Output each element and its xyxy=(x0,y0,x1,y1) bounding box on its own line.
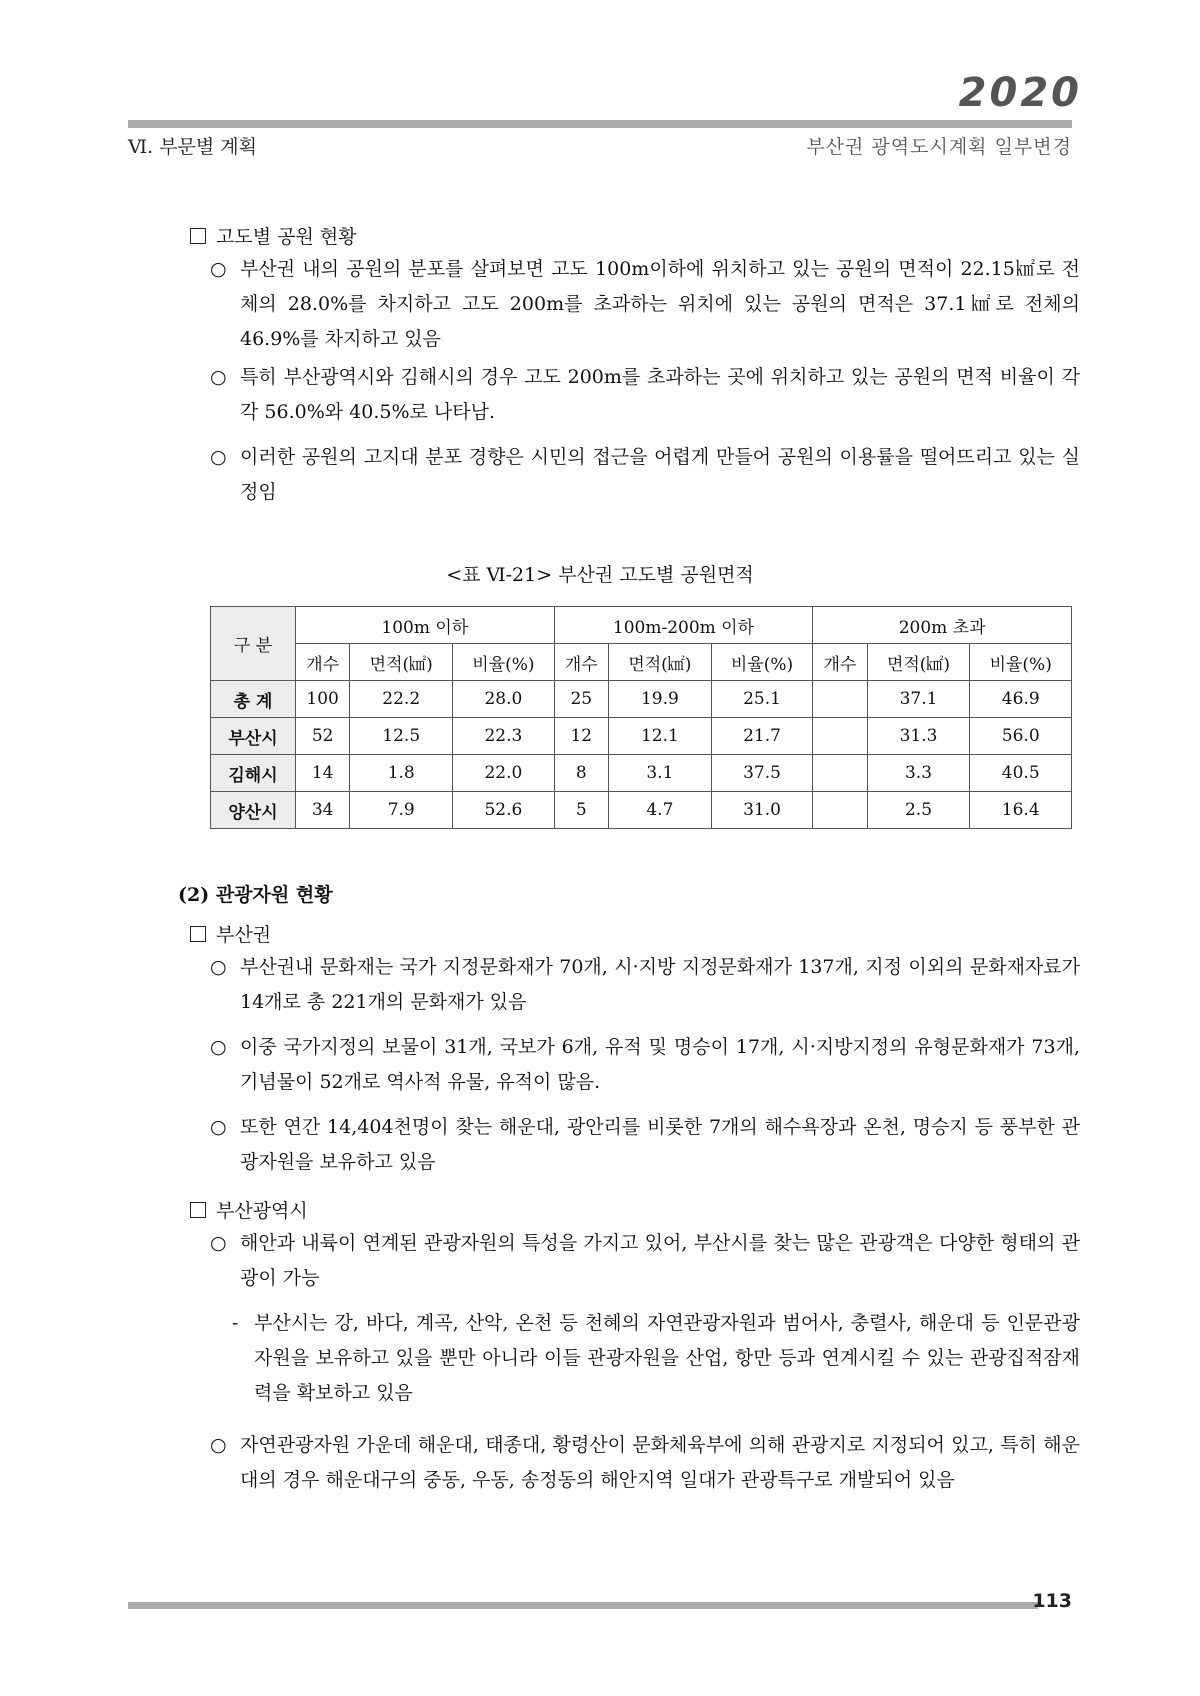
bullet-circle-icon: ○ xyxy=(210,1232,227,1254)
table-cell: 12.5 xyxy=(350,718,453,755)
bullet-circle-icon: ○ xyxy=(210,956,227,978)
plan-title: 부산권 광역도시계획 일부변경 xyxy=(806,136,1072,158)
table-cell: 28.0 xyxy=(453,681,554,718)
table-cell: 34 xyxy=(296,792,350,829)
table-cell: 3.3 xyxy=(867,755,970,792)
table-cell: 3.1 xyxy=(608,755,711,792)
table-row xyxy=(211,718,1072,755)
checkbox-square-icon xyxy=(190,228,206,244)
list-item xyxy=(232,1306,1080,1411)
column-header: 면적(㎢) xyxy=(350,644,453,681)
table-row xyxy=(211,792,1072,829)
dash-text: 부산시는 강, 바다, 계곡, 산악, 온천 등 천혜의 자연관광자원과 범어사, 충렬사, 해운대 등 인문관광자원을 보유하고 있을 뿐만 아니라 이들 관광자원을 산업, 항만 등과 연계시킬 수 있는 관광집적잠재력을 확보하고 있음 xyxy=(254,1312,1080,1404)
page-number: 113 xyxy=(1032,1590,1072,1612)
bullet-circle-icon: ○ xyxy=(210,1434,227,1456)
row-header: 김해시 xyxy=(211,755,296,792)
header-rule xyxy=(128,120,1072,128)
table-cell: 31.3 xyxy=(867,718,970,755)
busan-region-heading-label: 부산권 xyxy=(216,924,272,946)
list-item xyxy=(210,1030,1080,1100)
table-cell: 14 xyxy=(296,755,350,792)
table-corner-header: 구 분 xyxy=(211,607,296,681)
table-cell: 19.9 xyxy=(608,681,711,718)
bullet-circle-icon: ○ xyxy=(210,446,227,468)
table-cell: 7.9 xyxy=(350,792,453,829)
table-cell: 22.2 xyxy=(350,681,453,718)
table-cell: 22.3 xyxy=(453,718,554,755)
table-cell xyxy=(813,792,867,829)
altitude-heading-label: 고도별 공원 현황 xyxy=(216,226,357,248)
table-cell: 52 xyxy=(296,718,350,755)
table-cell: 22.0 xyxy=(453,755,554,792)
column-header: 개수 xyxy=(296,644,350,681)
column-header: 비율(%) xyxy=(970,644,1072,681)
table-cell: 37.5 xyxy=(711,755,812,792)
table-cell: 52.6 xyxy=(453,792,554,829)
busan-city-heading-label: 부산광역시 xyxy=(216,1200,308,1222)
column-header: 비율(%) xyxy=(711,644,812,681)
table-cell xyxy=(813,718,867,755)
table-cell: 40.5 xyxy=(970,755,1072,792)
bullet-circle-icon: ○ xyxy=(210,1116,227,1138)
table-cell: 8 xyxy=(554,755,608,792)
column-header: 면적(㎢) xyxy=(608,644,711,681)
list-item xyxy=(210,950,1080,1020)
bullet-text: 부산권 내의 공원의 분포를 살펴보면 고도 100m이하에 위치하고 있는 공원의 면적이 22.15㎢로 전체의 28.0%를 차지하고 고도 200m를 초과하는 위치에 있는 공원의 면적은 37.1㎢로 전체의 46.9%를 차지하고 있음 xyxy=(240,258,1080,350)
column-header: 개수 xyxy=(813,644,867,681)
year-label: 2020 xyxy=(958,70,1082,116)
row-header: 부산시 xyxy=(211,718,296,755)
table-cell: 2.5 xyxy=(867,792,970,829)
row-header: 총 계 xyxy=(211,681,296,718)
dash-icon: - xyxy=(232,1312,239,1334)
tourism-section-heading: (2) 관광자원 현황 xyxy=(178,884,333,906)
table-subheader-row xyxy=(211,644,1072,681)
list-item xyxy=(210,1226,1080,1296)
table-header-row xyxy=(211,607,1072,644)
bullet-text: 해안과 내륙이 연계된 관광자원의 특성을 가지고 있어, 부산시를 찾는 많은 관광객은 다양한 형태의 관광이 가능 xyxy=(240,1232,1080,1289)
bullet-text: 특히 부산광역시와 김해시의 경우 고도 200m를 초과하는 곳에 위치하고 있는 공원의 면적 비율이 각각 56.0%와 40.5%로 나타남. xyxy=(240,366,1080,423)
table-cell: 37.1 xyxy=(867,681,970,718)
table-caption: <표 Ⅵ-21> 부산권 고도별 공원면적 xyxy=(446,564,754,586)
list-item xyxy=(210,252,1080,357)
bullet-text: 이러한 공원의 고지대 분포 경향은 시민의 접근을 어렵게 만들어 공원의 이용률을 떨어뜨리고 있는 실정임 xyxy=(240,446,1080,503)
busan-region-heading xyxy=(190,920,271,947)
group-header: 200m 초과 xyxy=(813,607,1072,644)
bullet-text: 이중 국가지정의 보물이 31개, 국보가 6개, 유적 및 명승이 17개, 시·지방지정의 유형문화재가 73개, 기념물이 52개로 역사적 유물, 유적이 많음. xyxy=(240,1036,1080,1093)
list-item xyxy=(210,1110,1080,1180)
list-item xyxy=(210,1428,1080,1498)
column-header: 비율(%) xyxy=(453,644,554,681)
footer-rule xyxy=(128,1602,1038,1609)
bullet-text: 자연관광자원 가운데 해운대, 태종대, 황령산이 문화체육부에 의해 관광지로 지정되어 있고, 특히 해운대의 경우 해운대구의 중동, 우동, 송정동의 해안지역 일대가 관광특구로 개발되어 있음 xyxy=(240,1434,1080,1491)
table-cell: 1.8 xyxy=(350,755,453,792)
bullet-circle-icon: ○ xyxy=(210,258,227,280)
table-cell: 16.4 xyxy=(970,792,1072,829)
checkbox-square-icon xyxy=(190,1202,206,1218)
table-row xyxy=(211,755,1072,792)
column-header: 개수 xyxy=(554,644,608,681)
bullet-text: 부산권내 문화재는 국가 지정문화재가 70개, 시·지방 지정문화재가 137개, 지정 이외의 문화재자료가 14개로 총 221개의 문화재가 있음 xyxy=(240,956,1080,1013)
table-cell: 12.1 xyxy=(608,718,711,755)
bullet-circle-icon: ○ xyxy=(210,1036,227,1058)
altitude-heading xyxy=(190,222,357,249)
row-header: 양산시 xyxy=(211,792,296,829)
park-area-table xyxy=(210,606,1072,829)
table-row xyxy=(211,681,1072,718)
table-cell: 25.1 xyxy=(711,681,812,718)
table-cell: 25 xyxy=(554,681,608,718)
table-cell: 100 xyxy=(296,681,350,718)
table-cell: 56.0 xyxy=(970,718,1072,755)
bullet-circle-icon: ○ xyxy=(210,366,227,388)
busan-city-heading xyxy=(190,1196,308,1223)
table-cell: 12 xyxy=(554,718,608,755)
table-cell: 21.7 xyxy=(711,718,812,755)
table-cell: 46.9 xyxy=(970,681,1072,718)
group-header: 100m 이하 xyxy=(296,607,555,644)
table-cell xyxy=(813,681,867,718)
checkbox-square-icon xyxy=(190,926,206,942)
table-cell: 4.7 xyxy=(608,792,711,829)
table-cell: 5 xyxy=(554,792,608,829)
bullet-text: 또한 연간 14,404천명이 찾는 해운대, 광안리를 비롯한 7개의 해수욕장과 온천, 명승지 등 풍부한 관광자원을 보유하고 있음 xyxy=(240,1116,1080,1173)
group-header: 100m-200m 이하 xyxy=(554,607,813,644)
column-header: 면적(㎢) xyxy=(867,644,970,681)
list-item xyxy=(210,360,1080,430)
chapter-title: Ⅵ. 부문별 계획 xyxy=(128,136,258,158)
list-item xyxy=(210,440,1080,510)
table-cell: 31.0 xyxy=(711,792,812,829)
table-cell xyxy=(813,755,867,792)
